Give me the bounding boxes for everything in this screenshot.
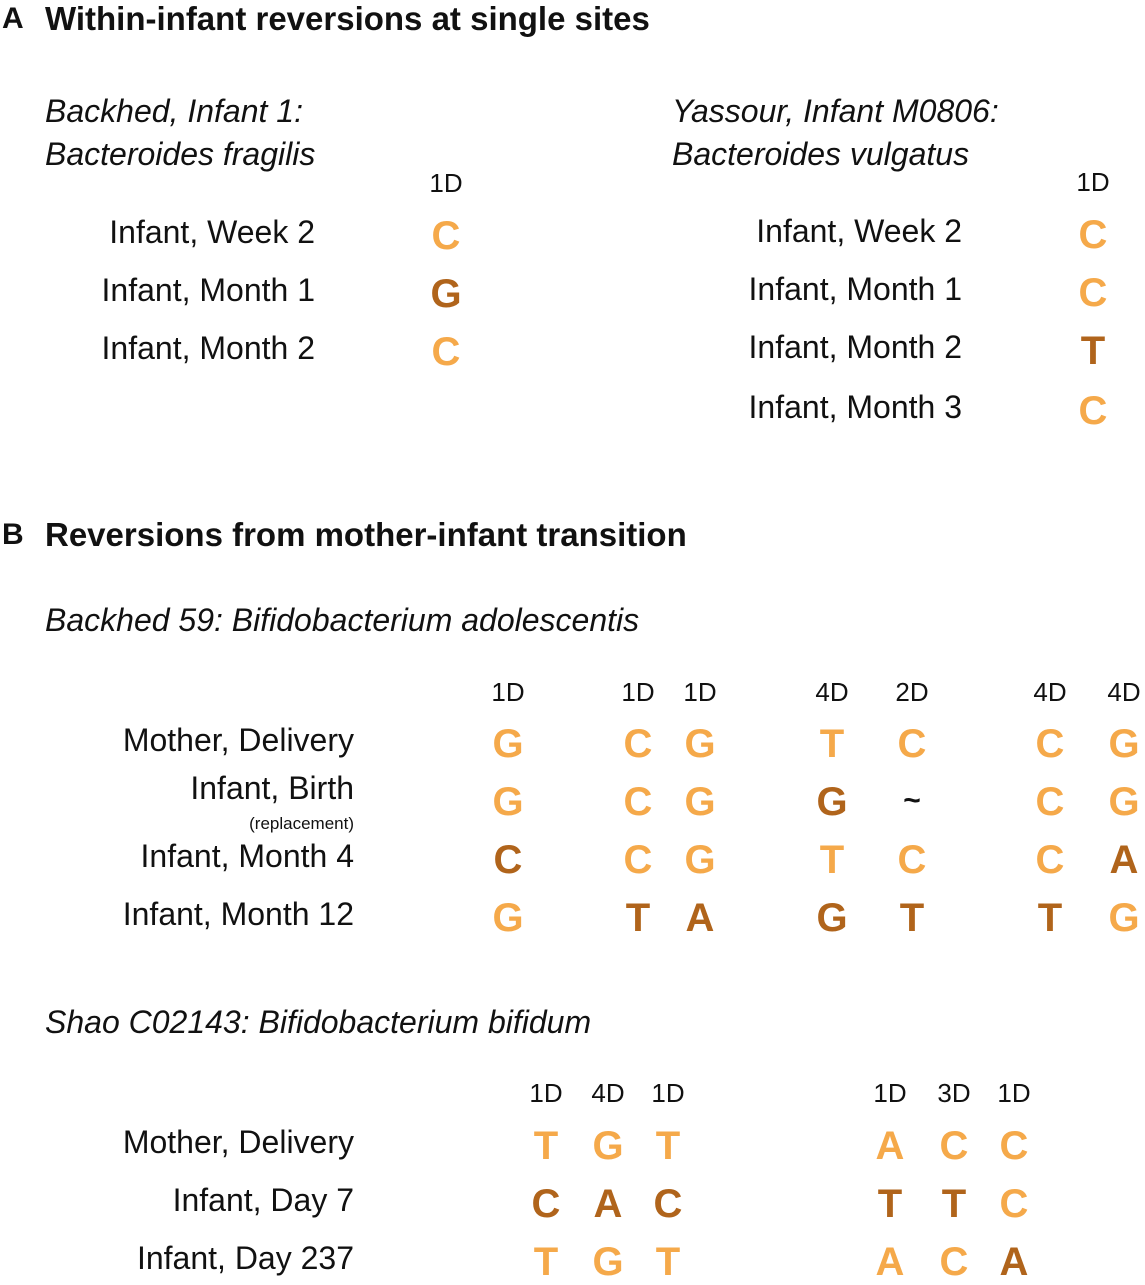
panel-b-block1-base: G: [684, 780, 716, 824]
panel-b-block1-row-label: Infant, Birth: [190, 770, 354, 806]
panel-b-block1-base: G: [1108, 896, 1140, 940]
panel-b-block1-base: T: [1037, 896, 1063, 940]
panel-a-right-base: C: [1078, 389, 1108, 433]
panel-b-block2-base: C: [939, 1240, 969, 1284]
panel-b-block1-site-header: 4D: [1033, 677, 1067, 707]
panel-a-right-site-header: 1D: [1076, 167, 1110, 197]
panel-a-left-base: C: [431, 214, 461, 258]
panel-b-block1-base: C: [1035, 722, 1065, 766]
panel-b-block1-base: G: [492, 780, 524, 824]
panel-b-title: Reversions from mother-infant transition: [45, 516, 687, 553]
panel-b-block1-base: C: [1035, 780, 1065, 824]
panel-a-title: Within-infant reversions at single sites: [45, 0, 650, 37]
panel-b-block2-site-header: 3D: [937, 1078, 971, 1108]
panel-b-block1-base: G: [816, 780, 848, 824]
panel-b-block1-base: C: [897, 722, 927, 766]
panel-a-right-base: C: [1078, 213, 1108, 257]
panel-b-block2-org: Shao C02143: Bifidobacterium bifidum: [45, 1004, 592, 1040]
panel-b-block1-base: G: [1108, 722, 1140, 766]
panel-b-block1-base: A: [685, 896, 715, 940]
panel-a-left-row-label: Infant, Week 2: [109, 214, 315, 250]
panel-a-left-site-header: 1D: [429, 168, 463, 198]
panel-b-block1-org: Backhed 59: Bifidobacterium adolescentis: [45, 602, 640, 638]
panel-b-block2-site-header: 1D: [651, 1078, 685, 1108]
panel-a-left-org-line1: Backhed, Infant 1:: [45, 93, 303, 129]
panel-b-letter: B: [2, 518, 24, 551]
panel-b-block1-base: C: [1035, 838, 1065, 882]
panel-b-block2-base: G: [592, 1124, 624, 1168]
panel-b-block1-site-header: 1D: [683, 677, 717, 707]
panel-b-block2-base: A: [875, 1124, 905, 1168]
panel-a-right-org-line2: Bacteroides vulgatus: [672, 136, 970, 172]
panel-a-left-row-label: Infant, Month 2: [101, 330, 315, 366]
panel-b-block2-base: T: [877, 1182, 903, 1226]
panel-b-block2-site-header: 1D: [529, 1078, 563, 1108]
panel-b-block1-site-header: 4D: [815, 677, 849, 707]
panel-b-block1-site-header: 2D: [895, 677, 929, 707]
panel-b-block1-base: T: [625, 896, 651, 940]
panel-b-block2-base: C: [999, 1182, 1029, 1226]
panel-b-block2-base: T: [655, 1124, 681, 1168]
panel-a-right-base: C: [1078, 271, 1108, 315]
panel-b-block2-base: C: [531, 1182, 561, 1226]
panel-a-right-row-label: Infant, Month 3: [748, 389, 962, 425]
panel-b-block2-row-label: Infant, Day 7: [172, 1182, 354, 1218]
panel-b-block2-row-label: Infant, Day 237: [136, 1240, 354, 1276]
panel-b-block1-base: C: [897, 838, 927, 882]
panel-b-block1-base: A: [1109, 838, 1139, 882]
panel-b-block1-site-header: 1D: [621, 677, 655, 707]
panel-b-block1-base: T: [819, 722, 845, 766]
panel-b-block2-base: T: [533, 1240, 559, 1284]
panel-b-block2-base: A: [875, 1240, 905, 1284]
panel-b-block1-base: G: [492, 722, 524, 766]
panel-b-block2-site-header: 4D: [591, 1078, 625, 1108]
panel-b-block2-base: T: [533, 1124, 559, 1168]
panel-b-block1-base: G: [816, 896, 848, 940]
panel-b-block2-base: A: [593, 1182, 623, 1226]
panel-b-block2-base: C: [939, 1124, 969, 1168]
panel-b-block1-base: G: [684, 722, 716, 766]
panel-b-block1-base: C: [623, 780, 653, 824]
panel-a-left-base: C: [431, 330, 461, 374]
panel-a-right-org-line1: Yassour, Infant M0806:: [672, 93, 999, 129]
panel-a-left-org-line2: Bacteroides fragilis: [45, 136, 316, 172]
panel-b-block2-base: T: [941, 1182, 967, 1226]
panel-a-right-row-label: Infant, Month 1: [748, 271, 962, 307]
panel-b-block2-base: C: [653, 1182, 683, 1226]
panel-b-block1-base: G: [684, 838, 716, 882]
panel-b-block1-base: C: [493, 838, 523, 882]
panel-b-block2-site-header: 1D: [873, 1078, 907, 1108]
panel-a-left-row-label: Infant, Month 1: [101, 272, 315, 308]
panel-b-block2-base: C: [999, 1124, 1029, 1168]
panel-b-block1-row-sublabel: (replacement): [249, 814, 354, 833]
panel-b-block1-base: T: [899, 896, 925, 940]
panel-b-block1-row-label: Infant, Month 12: [122, 896, 354, 932]
panel-b-block1-base: G: [492, 896, 524, 940]
panel-b-block2-row-label: Mother, Delivery: [122, 1124, 354, 1160]
panel-b-block1-missing-base: ~: [903, 784, 921, 817]
panel-b-block1-base: T: [819, 838, 845, 882]
panel-a-left-base: G: [430, 272, 462, 316]
panel-b-block2-base: A: [999, 1240, 1029, 1284]
panel-a-letter: A: [2, 2, 24, 35]
panel-b-block2-base: G: [592, 1240, 624, 1284]
panel-a-right-row-label: Infant, Month 2: [748, 329, 962, 365]
panel-b-block1-base: C: [623, 838, 653, 882]
panel-b-block2-site-header: 1D: [997, 1078, 1031, 1108]
panel-b-block1-base: C: [623, 722, 653, 766]
panel-b-block1-site-header: 1D: [491, 677, 525, 707]
panel-b-block1-base: G: [1108, 780, 1140, 824]
panel-b-block1-row-label: Mother, Delivery: [122, 722, 354, 758]
panel-a-right-base: T: [1080, 329, 1106, 373]
panel-a-right-row-label: Infant, Week 2: [756, 213, 962, 249]
panel-b-block1-site-header: 4D: [1107, 677, 1141, 707]
panel-b-block1-row-label: Infant, Month 4: [140, 838, 354, 874]
panel-b-block2-base: T: [655, 1240, 681, 1284]
